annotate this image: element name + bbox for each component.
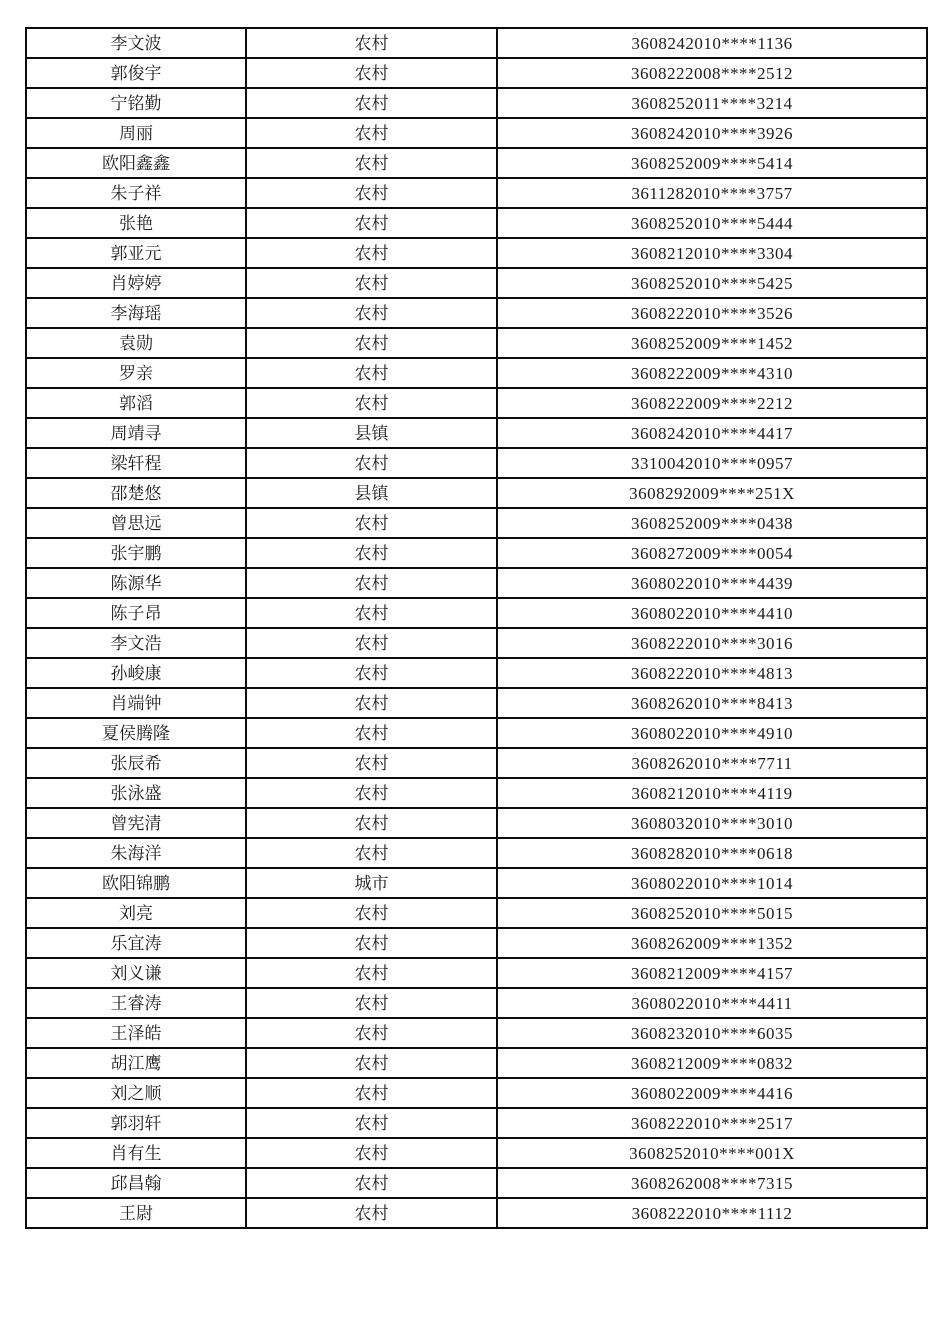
cell-student-name: 王泽皓	[26, 1018, 246, 1048]
cell-id-number: 3608252010****5015	[497, 898, 927, 928]
cell-student-name: 刘亮	[26, 898, 246, 928]
table-row	[26, 778, 927, 808]
cell-student-name: 李文波	[26, 28, 246, 58]
cell-id-number: 3608262008****7315	[497, 1168, 927, 1198]
cell-residence-type: 农村	[246, 268, 497, 298]
cell-id-number: 3608252010****5425	[497, 268, 927, 298]
cell-student-name: 周靖寻	[26, 418, 246, 448]
cell-student-name: 肖有生	[26, 1138, 246, 1168]
cell-id-number: 3608222010****3016	[497, 628, 927, 658]
cell-student-name: 李海瑶	[26, 298, 246, 328]
table-row	[26, 28, 927, 58]
cell-id-number: 3608222008****2512	[497, 58, 927, 88]
cell-residence-type: 农村	[246, 718, 497, 748]
cell-id-number: 3611282010****3757	[497, 178, 927, 208]
cell-id-number: 3608022010****4410	[497, 598, 927, 628]
cell-residence-type: 农村	[246, 1078, 497, 1108]
cell-student-name: 邵楚悠	[26, 478, 246, 508]
cell-id-number: 3608222010****3526	[497, 298, 927, 328]
cell-student-name: 张艳	[26, 208, 246, 238]
table-row	[26, 298, 927, 328]
cell-student-name: 邱昌翰	[26, 1168, 246, 1198]
table-row	[26, 508, 927, 538]
cell-id-number: 3608252009****0438	[497, 508, 927, 538]
table-row	[26, 988, 927, 1018]
cell-residence-type: 农村	[246, 178, 497, 208]
cell-id-number: 3608222010****2517	[497, 1108, 927, 1138]
cell-student-name: 夏侯腾隆	[26, 718, 246, 748]
cell-residence-type: 农村	[246, 898, 497, 928]
table-row	[26, 58, 927, 88]
cell-student-name: 曾宪清	[26, 808, 246, 838]
cell-id-number: 3608022010****4910	[497, 718, 927, 748]
table-row	[26, 268, 927, 298]
cell-residence-type: 农村	[246, 838, 497, 868]
table-row	[26, 1168, 927, 1198]
cell-residence-type: 农村	[246, 748, 497, 778]
cell-residence-type: 农村	[246, 298, 497, 328]
cell-residence-type: 农村	[246, 958, 497, 988]
table-row	[26, 958, 927, 988]
cell-residence-type: 城市	[246, 868, 497, 898]
cell-id-number: 3608222010****4813	[497, 658, 927, 688]
cell-id-number: 3608282010****0618	[497, 838, 927, 868]
table-row	[26, 208, 927, 238]
cell-residence-type: 农村	[246, 508, 497, 538]
cell-id-number: 3310042010****0957	[497, 448, 927, 478]
cell-student-name: 周丽	[26, 118, 246, 148]
cell-student-name: 梁轩程	[26, 448, 246, 478]
cell-student-name: 郭滔	[26, 388, 246, 418]
cell-residence-type: 农村	[246, 1048, 497, 1078]
cell-id-number: 3608022010****4411	[497, 988, 927, 1018]
cell-student-name: 郭俊宇	[26, 58, 246, 88]
cell-student-name: 李文浩	[26, 628, 246, 658]
cell-residence-type: 农村	[246, 928, 497, 958]
cell-id-number: 3608252009****5414	[497, 148, 927, 178]
cell-id-number: 3608032010****3010	[497, 808, 927, 838]
table-row	[26, 868, 927, 898]
table-row	[26, 328, 927, 358]
table-row	[26, 1138, 927, 1168]
table-row	[26, 658, 927, 688]
cell-residence-type: 农村	[246, 1108, 497, 1138]
cell-student-name: 张宇鹏	[26, 538, 246, 568]
table-row	[26, 388, 927, 418]
table-row	[26, 178, 927, 208]
cell-id-number: 3608242010****3926	[497, 118, 927, 148]
cell-student-name: 朱海洋	[26, 838, 246, 868]
table-row	[26, 418, 927, 448]
cell-student-name: 欧阳锦鹏	[26, 868, 246, 898]
cell-residence-type: 农村	[246, 238, 497, 268]
cell-student-name: 孙峻康	[26, 658, 246, 688]
table-row	[26, 88, 927, 118]
cell-student-name: 欧阳鑫鑫	[26, 148, 246, 178]
cell-residence-type: 农村	[246, 1198, 497, 1228]
table-row	[26, 688, 927, 718]
cell-student-name: 张辰希	[26, 748, 246, 778]
table-row	[26, 1078, 927, 1108]
cell-residence-type: 农村	[246, 688, 497, 718]
cell-residence-type: 农村	[246, 328, 497, 358]
cell-student-name: 曾思远	[26, 508, 246, 538]
cell-id-number: 3608212009****4157	[497, 958, 927, 988]
table-row	[26, 1048, 927, 1078]
cell-id-number: 3608262010****7711	[497, 748, 927, 778]
cell-student-name: 胡江鹰	[26, 1048, 246, 1078]
table-row	[26, 1198, 927, 1228]
cell-student-name: 罗亲	[26, 358, 246, 388]
cell-residence-type: 农村	[246, 808, 497, 838]
cell-student-name: 张泳盛	[26, 778, 246, 808]
cell-residence-type: 农村	[246, 598, 497, 628]
table-row	[26, 148, 927, 178]
cell-student-name: 乐宜涛	[26, 928, 246, 958]
cell-id-number: 3608212009****0832	[497, 1048, 927, 1078]
table-row	[26, 358, 927, 388]
cell-id-number: 3608212010****3304	[497, 238, 927, 268]
cell-residence-type: 农村	[246, 1018, 497, 1048]
cell-residence-type: 农村	[246, 118, 497, 148]
cell-student-name: 郭亚元	[26, 238, 246, 268]
cell-residence-type: 农村	[246, 568, 497, 598]
cell-id-number: 3608222009****4310	[497, 358, 927, 388]
cell-residence-type: 县镇	[246, 418, 497, 448]
cell-id-number: 3608252010****5444	[497, 208, 927, 238]
cell-id-number: 3608272009****0054	[497, 538, 927, 568]
cell-residence-type: 农村	[246, 658, 497, 688]
cell-residence-type: 农村	[246, 1168, 497, 1198]
table-row	[26, 628, 927, 658]
cell-id-number: 3608222009****2212	[497, 388, 927, 418]
cell-id-number: 3608252010****001X	[497, 1138, 927, 1168]
table-body	[26, 28, 927, 1228]
cell-id-number: 3608242010****4417	[497, 418, 927, 448]
cell-residence-type: 农村	[246, 988, 497, 1018]
cell-id-number: 3608022009****4416	[497, 1078, 927, 1108]
cell-id-number: 3608262009****1352	[497, 928, 927, 958]
table-row	[26, 598, 927, 628]
table-row	[26, 538, 927, 568]
cell-id-number: 3608262010****8413	[497, 688, 927, 718]
cell-residence-type: 农村	[246, 148, 497, 178]
cell-student-name: 郭羽轩	[26, 1108, 246, 1138]
cell-id-number: 3608232010****6035	[497, 1018, 927, 1048]
cell-id-number: 3608022010****1014	[497, 868, 927, 898]
table-row	[26, 118, 927, 148]
cell-student-name: 刘义谦	[26, 958, 246, 988]
table-row	[26, 838, 927, 868]
cell-student-name: 王尉	[26, 1198, 246, 1228]
cell-student-name: 陈源华	[26, 568, 246, 598]
table-row	[26, 448, 927, 478]
cell-residence-type: 农村	[246, 448, 497, 478]
cell-student-name: 刘之顺	[26, 1078, 246, 1108]
cell-id-number: 3608242010****1136	[497, 28, 927, 58]
cell-id-number: 3608252011****3214	[497, 88, 927, 118]
cell-student-name: 袁勋	[26, 328, 246, 358]
table-row	[26, 478, 927, 508]
cell-residence-type: 农村	[246, 28, 497, 58]
cell-residence-type: 农村	[246, 58, 497, 88]
cell-residence-type: 农村	[246, 538, 497, 568]
table-row	[26, 808, 927, 838]
cell-student-name: 肖婷婷	[26, 268, 246, 298]
table-row	[26, 928, 927, 958]
cell-student-name: 宁铭勤	[26, 88, 246, 118]
cell-student-name: 王睿涛	[26, 988, 246, 1018]
cell-student-name: 肖端钟	[26, 688, 246, 718]
cell-id-number: 3608252009****1452	[497, 328, 927, 358]
cell-residence-type: 农村	[246, 1138, 497, 1168]
table-row	[26, 568, 927, 598]
cell-residence-type: 县镇	[246, 478, 497, 508]
cell-residence-type: 农村	[246, 778, 497, 808]
table-row	[26, 748, 927, 778]
cell-residence-type: 农村	[246, 88, 497, 118]
cell-id-number: 3608022010****4439	[497, 568, 927, 598]
cell-student-name: 朱子祥	[26, 178, 246, 208]
table-row	[26, 718, 927, 748]
cell-id-number: 3608212010****4119	[497, 778, 927, 808]
cell-residence-type: 农村	[246, 628, 497, 658]
cell-student-name: 陈子昂	[26, 598, 246, 628]
cell-id-number: 3608222010****1112	[497, 1198, 927, 1228]
table-row	[26, 898, 927, 928]
cell-residence-type: 农村	[246, 388, 497, 418]
cell-residence-type: 农村	[246, 208, 497, 238]
table-row	[26, 1108, 927, 1138]
table-row	[26, 238, 927, 268]
cell-residence-type: 农村	[246, 358, 497, 388]
table-row	[26, 1018, 927, 1048]
cell-id-number: 3608292009****251X	[497, 478, 927, 508]
student-roster-table	[25, 27, 928, 1229]
